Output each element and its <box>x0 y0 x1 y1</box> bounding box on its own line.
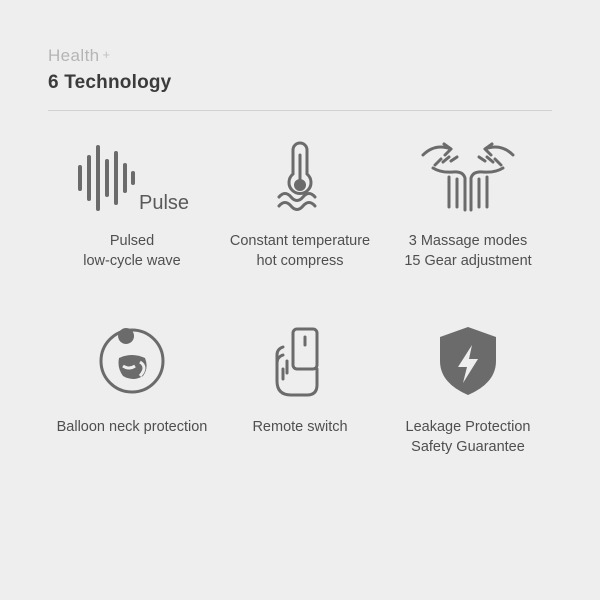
balloon-neck-icon <box>93 322 171 400</box>
header-eyebrow <box>48 44 552 67</box>
feature-caption <box>57 417 208 437</box>
feature-caption-line: Balloon neck protection <box>56 419 208 435</box>
page-header <box>48 44 552 111</box>
feature-caption <box>230 231 370 271</box>
feature-icon-wrap <box>263 319 337 403</box>
feature-caption-line: Constant temperature <box>229 233 371 249</box>
shield-bolt-icon <box>434 321 502 401</box>
thermometer-heat-icon <box>265 135 335 215</box>
feature-item-balloon-neck <box>48 319 216 487</box>
features-grid <box>48 133 552 487</box>
feature-caption-line: low-cycle wave <box>83 253 181 269</box>
feature-icon-wrap <box>434 319 502 403</box>
page-title: 6 Technology <box>48 72 172 93</box>
feature-caption-line: 3 Massage modes <box>408 233 528 249</box>
feature-item-leakage-protection <box>384 319 552 487</box>
feature-caption <box>406 417 531 457</box>
feature-caption-line: Remote switch <box>252 419 348 435</box>
feature-caption-line: Pulsed <box>109 233 155 249</box>
remote-hand-icon <box>263 321 337 401</box>
feature-item-remote-switch <box>216 319 384 487</box>
massage-hands-icon <box>413 135 523 215</box>
feature-caption <box>252 417 347 437</box>
feature-caption-line: Safety Guarantee <box>411 439 525 455</box>
header-divider <box>48 110 552 111</box>
feature-icon-wrap <box>265 133 335 217</box>
feature-item-massage-modes <box>384 133 552 301</box>
feature-caption-line: hot compress <box>256 253 344 269</box>
feature-item-hot-compress <box>216 133 384 301</box>
feature-caption <box>404 231 531 271</box>
feature-caption-line: 15 Gear adjustment <box>404 253 532 269</box>
feature-icon-wrap <box>93 319 171 403</box>
feature-icon-wrap <box>75 133 189 217</box>
feature-caption-line: Leakage Protection <box>405 419 531 435</box>
pulse-wave-icon <box>75 139 137 211</box>
header-eyebrow-text: Health <box>48 46 100 65</box>
feature-icon-wrap <box>413 133 523 217</box>
plus-icon: + <box>102 47 111 62</box>
pulse-icon-label: Pulse <box>138 192 190 214</box>
feature-caption <box>83 231 181 271</box>
feature-item-pulse <box>48 133 216 301</box>
